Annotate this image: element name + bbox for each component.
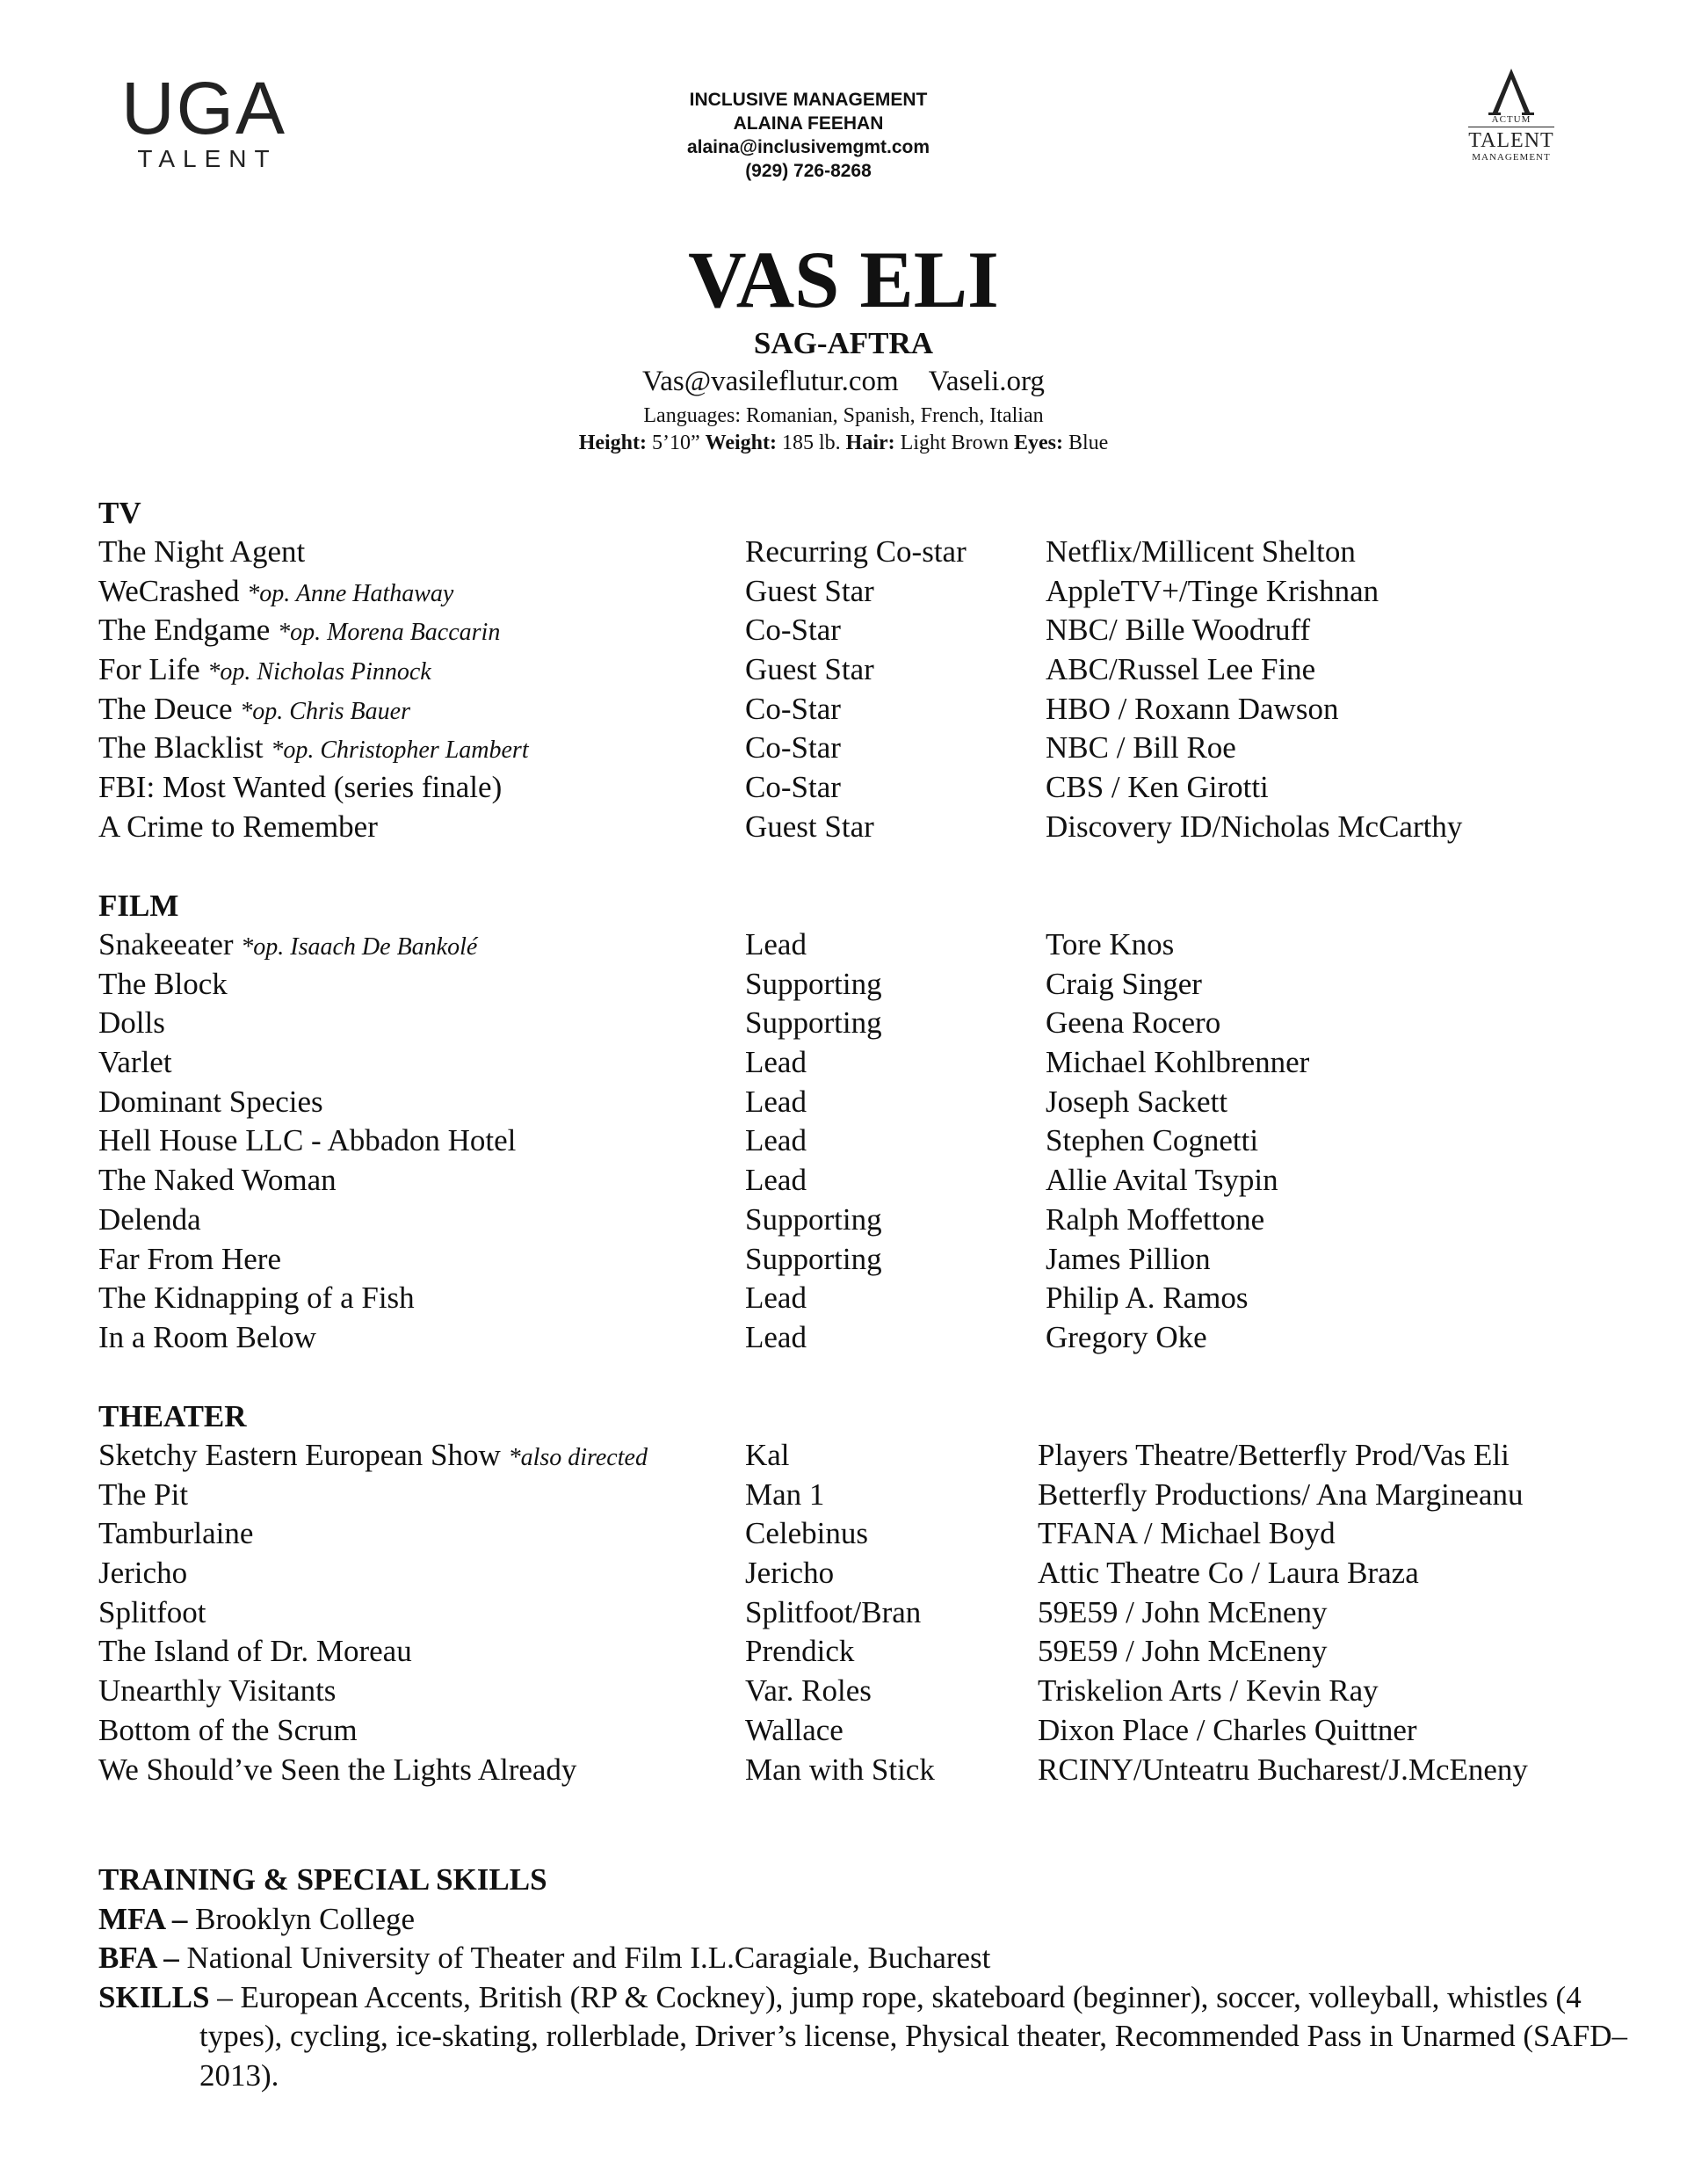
credit-role: Co-Star	[745, 613, 841, 648]
theater-credit-row	[98, 1593, 1592, 1633]
credit-role: Celebinus	[745, 1516, 868, 1551]
credit-role: Recurring Co-star	[745, 534, 967, 569]
credit-role: Supporting	[745, 966, 882, 1001]
languages: Languages: Romanian, Spanish, French, Italian	[643, 404, 1044, 427]
agent-name: ALAINA FEEHAN	[733, 113, 884, 134]
credit-role: Lead	[745, 1163, 807, 1198]
hair-label: Hair:	[845, 432, 895, 454]
credit-title	[98, 1318, 316, 1358]
height-value: 5’10”	[652, 432, 700, 454]
credit-title-text: Dominant Species	[98, 1084, 323, 1119]
credit-note: *op. Anne Hathaway	[247, 579, 454, 607]
actum-logo-small: ACTUM	[1491, 114, 1531, 125]
hair-value: Light Brown	[900, 432, 1009, 454]
credit-role: Co-Star	[745, 730, 841, 765]
training-section	[98, 1861, 1628, 2095]
credit-title	[98, 1672, 336, 1711]
credit-title	[98, 1751, 576, 1790]
credit-title-text: Varlet	[98, 1045, 172, 1080]
credit-company: Netflix/Millicent Shelton	[1046, 534, 1356, 569]
film-credit-row	[98, 1083, 1592, 1122]
tv-credit-row	[98, 611, 1592, 650]
credit-role: Prendick	[745, 1634, 855, 1669]
uga-logo-word: UGA	[120, 67, 287, 149]
credit-company: NBC/ Bille Woodruff	[1046, 613, 1311, 648]
tv-credit-row	[98, 690, 1592, 729]
credit-title-text: Hell House LLC - Abbadon Hotel	[98, 1123, 517, 1158]
credit-role: Man 1	[745, 1477, 825, 1512]
credit-company: Players Theatre/Betterfly Prod/Vas Eli	[1038, 1438, 1510, 1472]
film-credit-row	[98, 1240, 1592, 1280]
credit-title	[98, 1083, 323, 1122]
tv-section	[98, 494, 1592, 847]
credit-title	[98, 768, 502, 808]
credit-title-text: The Night Agent	[98, 534, 306, 569]
credit-company: Philip A. Ramos	[1046, 1281, 1249, 1316]
credit-note: *op. Morena Baccarin	[278, 619, 501, 647]
theater-credit-row	[98, 1632, 1592, 1672]
film-credit-row	[98, 925, 1592, 965]
credit-title-text: Jericho	[98, 1556, 188, 1591]
credit-title	[98, 1004, 165, 1043]
credit-company: Geena Rocero	[1046, 1005, 1221, 1041]
credit-note: *op. Chris Bauer	[240, 697, 410, 725]
tv-credit-row	[98, 808, 1592, 847]
credit-title-text: Tamburlaine	[98, 1516, 254, 1551]
credit-title-text: Unearthly Visitants	[98, 1673, 337, 1709]
theater-section-title: THEATER	[98, 1399, 247, 1433]
credit-role: Lead	[745, 1045, 807, 1080]
credit-title	[98, 1554, 187, 1593]
actum-talent-logo	[1459, 67, 1564, 163]
credit-role: Wallace	[745, 1712, 844, 1747]
union-affiliation: SAG-AFTRA	[753, 326, 934, 360]
credit-role: Guest Star	[745, 809, 874, 844]
weight-value: 185 lb.	[782, 432, 841, 454]
credit-role: Kal	[745, 1438, 790, 1472]
credit-title	[98, 1514, 253, 1554]
credit-note: *also directed	[508, 1444, 648, 1471]
theater-credit-row	[98, 1514, 1592, 1554]
mfa-label: MFA –	[98, 1901, 188, 1936]
credit-role: Lead	[745, 1319, 807, 1354]
theater-credit-row	[98, 1672, 1592, 1711]
credit-company: James Pillion	[1046, 1241, 1211, 1276]
theater-credit-row	[98, 1711, 1592, 1751]
credit-title-text: The Kidnapping of a Fish	[98, 1281, 415, 1316]
credit-role: Lead	[745, 1123, 807, 1158]
credit-company: RCINY/Unteatru Bucharest/J.McEneny	[1038, 1752, 1528, 1787]
actor-email[interactable]: Vas@vasileflutur.com	[642, 366, 899, 397]
bfa-value: National University of Theater and Film I.L.Caragiale, Bucharest	[186, 1941, 991, 1975]
credit-note: *op. Isaach De Bankolé	[241, 933, 478, 961]
theater-credit-row	[98, 1436, 1592, 1476]
film-credit-row	[98, 965, 1592, 1005]
film-credit-row	[98, 1121, 1592, 1161]
mfa-value: Brooklyn College	[195, 1901, 416, 1936]
actor-name: VAS ELI	[688, 235, 999, 324]
credit-title-text: Sketchy Eastern European Show	[98, 1438, 501, 1472]
credit-company: NBC / Bill Roe	[1046, 730, 1236, 765]
credit-title-text: Snakeeater	[98, 927, 234, 961]
credit-title-text: The Blacklist	[98, 730, 264, 765]
credit-title-text: Splitfoot	[98, 1594, 206, 1629]
bfa-label: BFA –	[98, 1941, 179, 1975]
actor-contact	[0, 364, 1687, 399]
skills-value: – European Accents, British (RP & Cockney), jump rope, skateboard (beginner), soccer, volleyball, whistles (4 types), cycling, ice-skating, rollerblade, Driver’s license, Physical theater, Recommended Pass in Unarmed (SAFD–2013).	[199, 1979, 1628, 2093]
tv-credit-row	[98, 729, 1592, 768]
credit-title	[98, 1201, 201, 1240]
credit-company: Stephen Cognetti	[1046, 1123, 1259, 1158]
credit-company: 59E59 / John McEneny	[1038, 1634, 1328, 1669]
tv-credit-row	[98, 572, 1592, 612]
theater-credit-row	[98, 1554, 1592, 1593]
credit-title-text: The Endgame	[98, 613, 271, 648]
credit-role: Lead	[745, 927, 807, 961]
credit-role: Guest Star	[745, 652, 874, 687]
skills-label: SKILLS	[98, 1979, 210, 2014]
credit-title	[98, 965, 228, 1005]
credit-title-text: FBI: Most Wanted (series finale)	[98, 770, 503, 805]
credit-role: Co-Star	[745, 691, 841, 726]
credit-title	[98, 925, 477, 968]
tv-credit-row	[98, 650, 1592, 690]
credit-title-text: Delenda	[98, 1201, 201, 1237]
credit-title	[98, 650, 431, 693]
actum-logo-talent: TALENT	[1468, 127, 1553, 152]
mfa-line	[98, 1900, 1592, 1940]
credit-title-text: Dolls	[98, 1005, 165, 1041]
credit-title	[98, 1043, 172, 1083]
film-section-title: FILM	[98, 889, 179, 923]
credit-company: Allie Avital Tsypin	[1046, 1163, 1278, 1198]
credit-title	[98, 611, 500, 653]
credit-title-text: We Should’ve Seen the Lights Already	[98, 1752, 577, 1787]
credit-title-text: A Crime to Remember	[98, 809, 378, 844]
tv-credit-row	[98, 533, 1592, 572]
credit-company: HBO / Roxann Dawson	[1046, 691, 1339, 726]
credit-title	[98, 533, 305, 572]
credit-company: Ralph Moffettone	[1046, 1201, 1265, 1237]
credit-company: Discovery ID/Nicholas McCarthy	[1046, 809, 1463, 844]
uga-talent-logo	[116, 67, 292, 174]
credit-title	[98, 1240, 281, 1280]
film-credit-row	[98, 1201, 1592, 1240]
credit-note: *op. Nicholas Pinnock	[207, 658, 431, 686]
credit-company: Joseph Sackett	[1046, 1084, 1228, 1119]
credit-company: Betterfly Productions/ Ana Margineanu	[1038, 1477, 1524, 1512]
tv-section-title: TV	[98, 496, 141, 530]
credit-title-text: The Deuce	[98, 691, 233, 726]
agent-phone: (929) 726-8268	[745, 161, 872, 181]
credit-note: *op. Christopher Lambert	[271, 736, 529, 765]
credit-title-text: The Island of Dr. Moreau	[98, 1634, 412, 1669]
credit-title-text: The Block	[98, 966, 228, 1001]
credit-title-text: The Naked Woman	[98, 1163, 337, 1198]
credit-company: 59E59 / John McEneny	[1038, 1594, 1328, 1629]
credit-title	[98, 1161, 337, 1201]
credit-company: Triskelion Arts / Kevin Ray	[1038, 1673, 1379, 1709]
training-section-title: TRAINING & SPECIAL SKILLS	[98, 1862, 547, 1897]
credit-role: Lead	[745, 1084, 807, 1119]
skills-line	[98, 1978, 1649, 2096]
actum-logo-mgmt: MANAGEMENT	[1472, 152, 1551, 163]
actor-website[interactable]: Vaseli.org	[928, 366, 1045, 397]
credit-role: Supporting	[745, 1005, 882, 1041]
credit-role: Co-Star	[745, 770, 841, 805]
credit-role: Guest Star	[745, 573, 874, 608]
credit-title	[98, 1632, 412, 1672]
credit-company: Michael Kohlbrenner	[1046, 1045, 1310, 1080]
credit-company: Gregory Oke	[1046, 1319, 1207, 1354]
credit-role: Var. Roles	[745, 1673, 872, 1709]
credit-role: Jericho	[745, 1556, 835, 1591]
credit-role: Supporting	[745, 1241, 882, 1276]
film-credit-row	[98, 1318, 1592, 1358]
weight-label: Weight:	[705, 432, 777, 454]
film-section	[98, 887, 1592, 1358]
credit-company: ABC/Russel Lee Fine	[1046, 652, 1316, 687]
credit-company: Dixon Place / Charles Quittner	[1038, 1712, 1417, 1747]
credit-title	[98, 1279, 415, 1318]
credit-title	[98, 1436, 648, 1478]
credit-title	[98, 690, 410, 732]
agency-contact	[597, 88, 1019, 183]
credit-title	[98, 1476, 188, 1515]
tv-credit-row	[98, 768, 1592, 808]
credit-title	[98, 808, 378, 847]
credit-company: Craig Singer	[1046, 966, 1202, 1001]
credit-role: Man with Stick	[745, 1752, 935, 1787]
credit-company: Attic Theatre Co / Laura Braza	[1038, 1556, 1419, 1591]
eyes-label: Eyes:	[1013, 432, 1063, 454]
credit-role: Supporting	[745, 1201, 882, 1237]
physical-stats	[0, 430, 1687, 456]
credit-role: Lead	[745, 1281, 807, 1316]
credit-title-text: Bottom of the Scrum	[98, 1712, 358, 1747]
theater-credit-row	[98, 1476, 1592, 1515]
credit-title-text: The Pit	[98, 1477, 189, 1512]
credit-company: AppleTV+/Tinge Krishnan	[1046, 573, 1379, 608]
actum-a-icon	[1485, 67, 1538, 116]
credit-role: Splitfoot/Bran	[745, 1594, 922, 1629]
credit-company: TFANA / Michael Boyd	[1038, 1516, 1336, 1551]
film-credit-row	[98, 1279, 1592, 1318]
credit-title-text: Far From Here	[98, 1241, 282, 1276]
height-label: Height:	[578, 432, 648, 454]
film-credit-row	[98, 1004, 1592, 1043]
agent-email: alaina@inclusivemgmt.com	[686, 137, 930, 157]
credit-title	[98, 572, 453, 614]
eyes-value: Blue	[1068, 432, 1109, 454]
credit-title-text: For Life	[98, 652, 200, 687]
credit-company: Tore Knos	[1046, 927, 1175, 961]
bfa-line	[98, 1939, 1592, 1978]
credit-title-text: WeCrashed	[98, 573, 240, 608]
credit-title	[98, 1121, 516, 1161]
credit-title	[98, 729, 529, 771]
credit-title-text: In a Room Below	[98, 1319, 316, 1354]
theater-credit-row	[98, 1751, 1592, 1790]
uga-logo-sub: TALENT	[137, 145, 278, 172]
theater-section	[98, 1397, 1592, 1789]
credit-title	[98, 1593, 206, 1633]
credit-company: CBS / Ken Girotti	[1046, 770, 1269, 805]
film-credit-row	[98, 1161, 1592, 1201]
agency-name: INCLUSIVE MANAGEMENT	[689, 90, 928, 110]
credit-title	[98, 1711, 358, 1751]
film-credit-row	[98, 1043, 1592, 1083]
